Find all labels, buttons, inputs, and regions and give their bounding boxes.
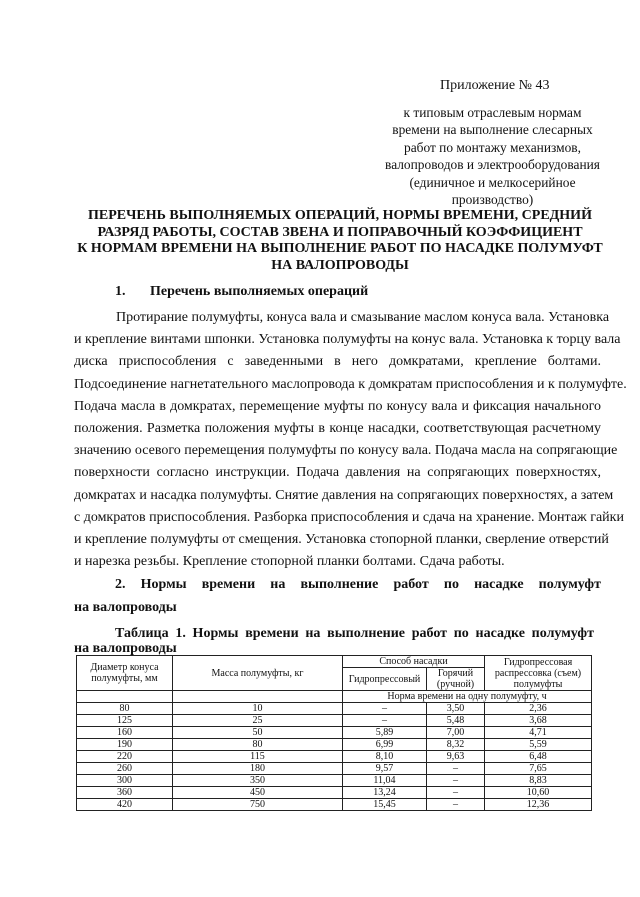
table-row (77, 751, 592, 763)
annex-line: работ по монтажу механизмов, (404, 139, 581, 155)
body-line: и нарезка резьбы. Крепление стопорной планки болтами. Сдача работы. (74, 554, 505, 570)
table-cell: 8,10 (343, 751, 427, 763)
body-line: Протирание полумуфты, конуса вала и смазывание маслом конуса вала. Установка (116, 310, 610, 325)
table-cell: 5,59 (485, 739, 592, 751)
annex-label: Приложение № 43 (440, 78, 550, 93)
table-cell: 5,48 (427, 715, 485, 727)
table-cell: 420 (77, 799, 173, 811)
title-line: НА ВАЛОПРОВОДЫ (271, 257, 409, 273)
header-diameter: Диаметр конуса полумуфты, мм (77, 656, 173, 691)
title-line: РАЗРЯД РАБОТЫ, СОСТАВ ЗВЕНА И ПОПРАВОЧНЫЙ КОЭФФИЦИЕНТ (97, 224, 583, 240)
table-cell: 80 (173, 739, 343, 751)
table-cell: 7,65 (485, 763, 592, 775)
table-cell: 7,00 (427, 727, 485, 739)
table-row (77, 703, 592, 715)
table-cell: – (343, 703, 427, 715)
table-cell: 450 (173, 787, 343, 799)
table-cell: 360 (77, 787, 173, 799)
table-cell: 3,68 (485, 715, 592, 727)
table-cell: 3,50 (427, 703, 485, 715)
table-cell: 300 (77, 775, 173, 787)
section1-title: Перечень выполняемых операций (150, 284, 369, 299)
annex-line: валопроводов и электрооборудования (385, 157, 600, 173)
section2-heading-cont: на валопроводы (74, 600, 177, 615)
table-cell: – (427, 775, 485, 787)
document-title (60, 208, 620, 274)
table-cell: 115 (173, 751, 343, 763)
body-line: и крепление полумуфты от смещения. Установка стопорной планки, сверление отверстий (74, 531, 609, 547)
table-cell: 50 (173, 727, 343, 739)
annex-line: (единичное и мелкосерийное (409, 174, 576, 190)
table-cell: 80 (77, 703, 173, 715)
table-cell: – (427, 787, 485, 799)
table-cell: – (343, 715, 427, 727)
table-cell: 25 (173, 715, 343, 727)
table-cell: – (427, 799, 485, 811)
table-cell: – (427, 763, 485, 775)
title-line: К НОРМАМ ВРЕМЕНИ НА ВЫПОЛНЕНИЕ РАБОТ ПО НАСАДКЕ ПОЛУМУФТ (77, 241, 603, 256)
header-empty (77, 691, 173, 703)
body-line: поверхности согласно инструкции. Подача давления на сопрягающих поверхностях, (74, 465, 601, 481)
body-line: домкратах и насадка полумуфты. Снятие давления на сопрягающих поверхностях, а затем (74, 487, 614, 503)
annex-line: времени на выполнение слесарных (392, 122, 593, 138)
header-disassembly: Гидропрессовая распрессовка (съем) полумуфты (485, 656, 592, 691)
header-empty (173, 691, 343, 703)
table-row (77, 787, 592, 799)
table-cell: 125 (77, 715, 173, 727)
body-line: с домкратов приспособления. Разборка приспособления и сдача на хранение. Монтаж гайки (74, 509, 624, 525)
table-cell: 12,36 (485, 799, 592, 811)
table-cell: 750 (173, 799, 343, 811)
table-cell: 5,89 (343, 727, 427, 739)
table-cell: 10,60 (485, 787, 592, 799)
table-cell: 13,24 (343, 787, 427, 799)
section2-heading: 2. Нормы времени на выполнение работ по насадке полумуфт (115, 577, 601, 592)
table-cell: 350 (173, 775, 343, 787)
annex-text (360, 104, 625, 208)
body-line: и крепление винтами шпонки. Установка полумуфты на конус вала. Установка к торцу вала (74, 332, 621, 348)
table-cell: 220 (77, 751, 173, 763)
header-hydro: Гидропрессовый (343, 668, 427, 691)
section1-number: 1. (115, 284, 126, 299)
table-row (77, 727, 592, 739)
table-row (77, 739, 592, 751)
body-line: положения. Разметка положения муфты в конце насадки, соответствующая расчетному (74, 420, 601, 436)
header-hot: Горячий (ручной) (427, 668, 485, 691)
header-method: Способ насадки (343, 656, 485, 668)
table-cell: 4,71 (485, 727, 592, 739)
table-cell: 9,57 (343, 763, 427, 775)
header-norm: Норма времени на одну полумуфту, ч (343, 691, 592, 703)
table-cell: 160 (77, 727, 173, 739)
table-cell: 11,04 (343, 775, 427, 787)
table-cell: 15,45 (343, 799, 427, 811)
table-cell: 8,83 (485, 775, 592, 787)
body-line: значению осевого перемещения полумуфты по конусу вала. Подача масла на сопрягающие (74, 443, 618, 459)
body-line: Подсоединение нагнетательного маслопровода к домкратам приспособления и к полумуфте. (74, 376, 627, 392)
body-line: Подача масла в домкратах, перемещение муфты по конусу вала и фиксация начального (74, 398, 601, 414)
table-row (77, 763, 592, 775)
body-line: диска приспособления с заведенными в него домкратами, крепление болтами. (74, 354, 601, 370)
table-caption: Таблица 1. Нормы времени на выполнение работ по насадке полумуфт (115, 626, 594, 641)
annex-line: к типовым отраслевым нормам (403, 105, 582, 120)
table-cell: 9,63 (427, 751, 485, 763)
norms-table (76, 655, 592, 811)
annex-line: производство) (451, 192, 534, 208)
table-cell: 260 (77, 763, 173, 775)
table-cell: 6,99 (343, 739, 427, 751)
section1-body (74, 307, 627, 573)
table-cell: 190 (77, 739, 173, 751)
title-line: ПЕРЕЧЕНЬ ВЫПОЛНЯЕМЫХ ОПЕРАЦИЙ, НОРМЫ ВРЕМЕНИ, СРЕДНИЙ (88, 208, 592, 223)
header-mass: Масса полумуфты, кг (173, 656, 343, 691)
table-cell: 10 (173, 703, 343, 715)
table-row (77, 799, 592, 811)
table-cell: 2,36 (485, 703, 592, 715)
table-cell: 8,32 (427, 739, 485, 751)
table-row (77, 775, 592, 787)
table-caption-cont: на валопроводы (74, 641, 177, 656)
table-cell: 6,48 (485, 751, 592, 763)
table-row (77, 715, 592, 727)
table-cell: 180 (173, 763, 343, 775)
